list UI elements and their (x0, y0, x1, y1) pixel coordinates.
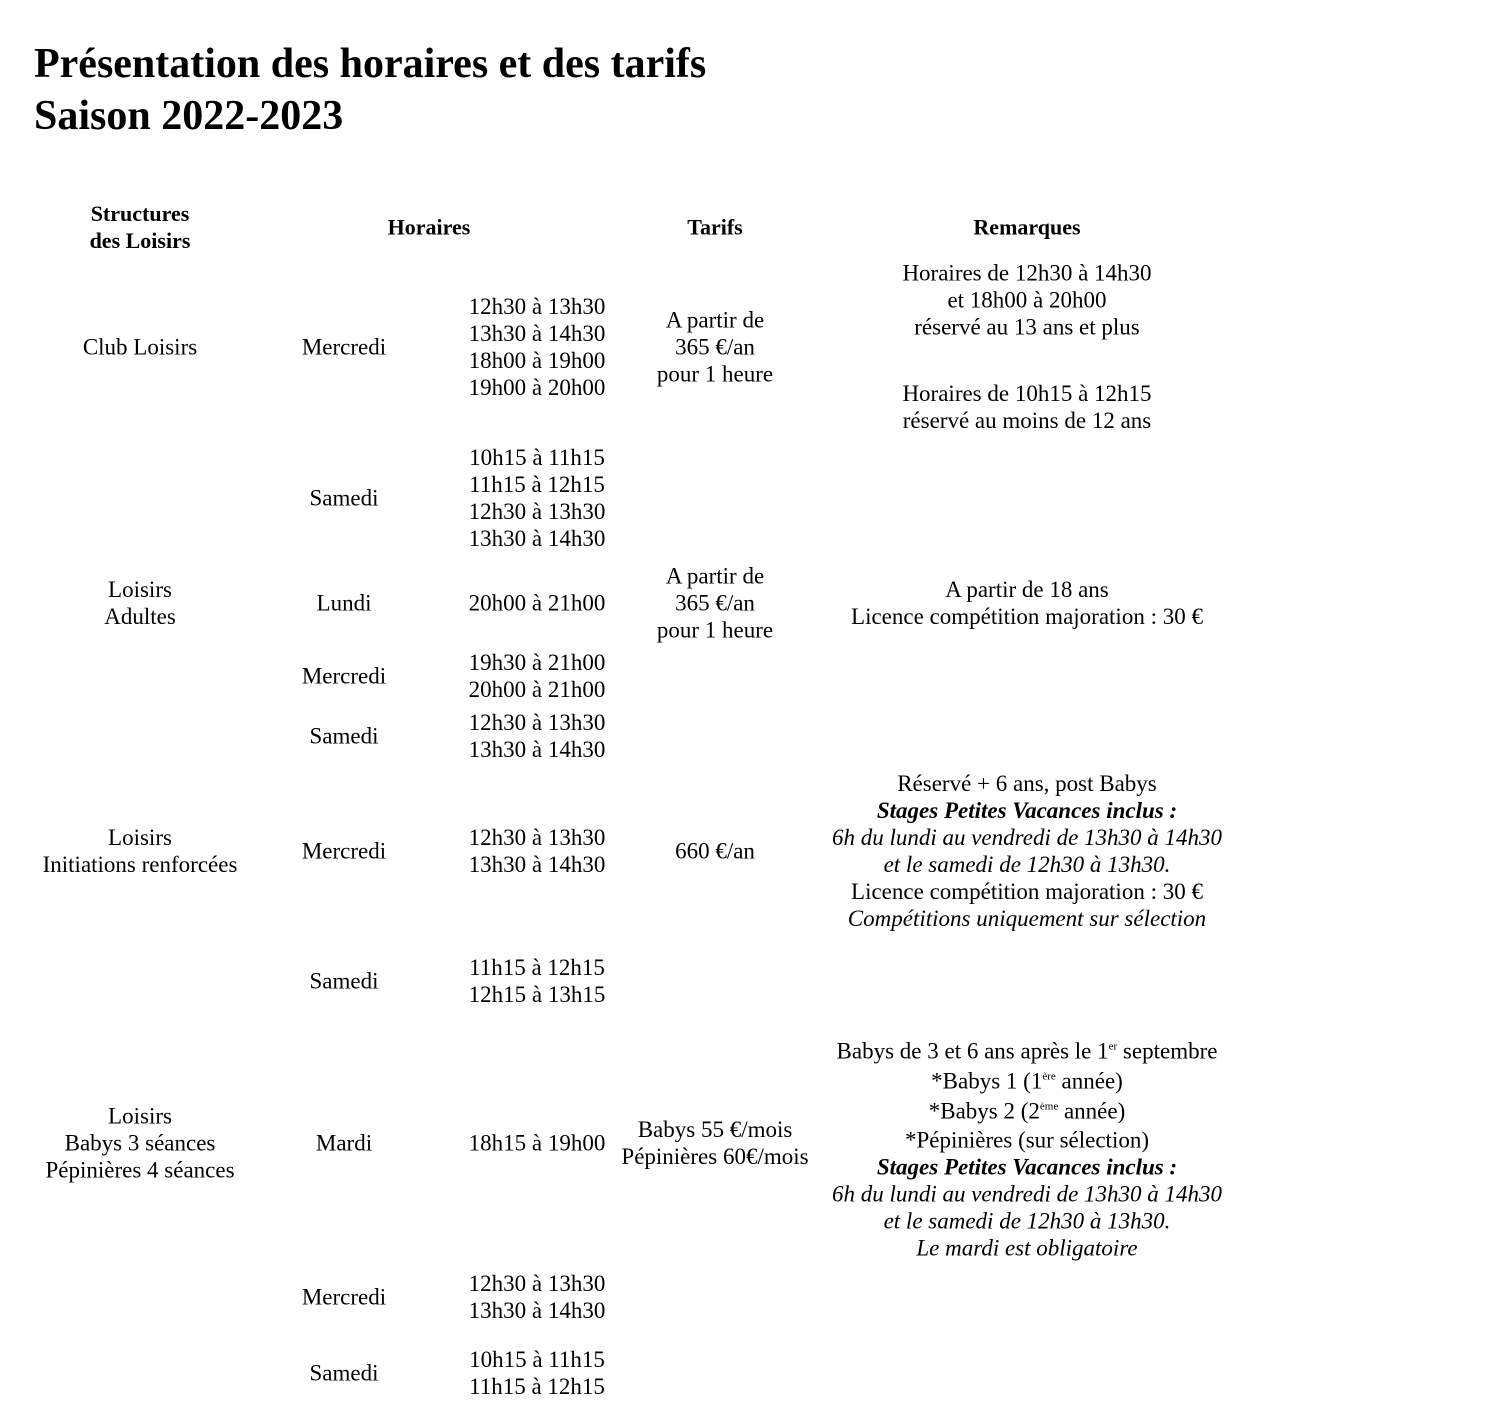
time-slot: 12h30 à 13h30 (468, 1271, 606, 1296)
time-slots (469, 590, 606, 617)
remarks-loisirs-adultes (851, 576, 1203, 630)
tarif-line: Pépinières 60€/mois (621, 1144, 809, 1169)
remark-line-italic: Compétitions uniquement sur sélection (847, 906, 1207, 931)
time-slots (469, 824, 606, 878)
time-slot: 13h30 à 14h30 (468, 852, 606, 877)
remark-line: Licence compétition majoration : 30 € (851, 879, 1203, 904)
day-lundi: Lundi (316, 590, 372, 616)
remark-line-italic: 6h du lundi au vendredi de 13h30 à 14h30 (831, 825, 1223, 850)
remark-text: Babys de 3 et 6 ans après le 1 (836, 1038, 1109, 1064)
time-slot: 19h30 à 21h00 (468, 650, 606, 675)
header-tarifs: Tarifs (687, 214, 743, 240)
day-samedi: Samedi (309, 723, 379, 749)
remark-line-italic: et le samedi de 12h30 à 13h30. (883, 852, 1171, 877)
remark-line: Horaires de 12h30 à 14h30 (902, 260, 1152, 286)
tarif-club-loisirs (657, 307, 773, 388)
header-structures-line2: des Loisirs (89, 228, 191, 253)
tarif-line: pour 1 heure (656, 617, 774, 643)
remark-line: et 18h00 à 20h00 (947, 287, 1107, 313)
header-horaires: Horaires (387, 214, 471, 240)
structure-line: Loisirs (108, 1103, 172, 1129)
superscript: ère (1042, 1070, 1056, 1083)
remarks-club-loisirs-2 (902, 380, 1151, 434)
tarif-line: Babys 55 €/mois (637, 1117, 793, 1142)
time-slot: 12h30 à 13h30 (468, 499, 606, 524)
time-slot: 11h15 à 12h15 (469, 1374, 605, 1399)
day-mardi: Mardi (315, 1130, 373, 1156)
superscript: er (1108, 1040, 1118, 1053)
remark-line: *Pépinières (sur sélection) (905, 1127, 1149, 1153)
time-slot: 13h30 à 14h30 (468, 1298, 606, 1323)
remark-line: réservé au moins de 12 ans (902, 408, 1152, 433)
remark-text: année) (1058, 1098, 1126, 1124)
structure-line: Pépinières 4 séances (45, 1157, 235, 1183)
time-slots (469, 444, 606, 552)
remark-text: septembre (1117, 1038, 1218, 1064)
tarif-initiations-renforcees: 660 €/an (675, 838, 755, 864)
remark-line: Horaires de 10h15 à 12h15 (902, 381, 1152, 406)
time-slots (469, 954, 606, 1008)
time-slot: 10h15 à 11h15 (469, 1347, 605, 1372)
time-slots (469, 1346, 605, 1400)
remark-line (832, 1067, 1222, 1097)
tarif-line: pour 1 heure (656, 361, 774, 387)
tarif-line: 365 €/an (675, 590, 755, 616)
header-remarques: Remarques (973, 214, 1081, 240)
tarif-line: A partir de (665, 563, 765, 589)
time-slot: 13h30 à 14h30 (468, 737, 606, 762)
day-samedi: Samedi (309, 485, 379, 511)
day-mercredi: Mercredi (301, 334, 387, 360)
structure-club-loisirs: Club Loisirs (82, 334, 198, 360)
remark-line-italic: 6h du lundi au vendredi de 13h30 à 14h30 (831, 1181, 1223, 1207)
remark-line (832, 1097, 1222, 1127)
time-slots (469, 709, 606, 763)
time-slot: 10h15 à 11h15 (469, 445, 605, 470)
structure-line: Babys 3 séances (64, 1130, 216, 1156)
day-mercredi: Mercredi (301, 838, 387, 864)
tarif-loisirs-adultes (657, 563, 773, 644)
day-samedi: Samedi (309, 968, 379, 994)
time-slot: 18h00 à 19h00 (468, 348, 606, 373)
structure-line: Loisirs (108, 825, 172, 850)
time-slot: 12h15 à 13h15 (468, 982, 606, 1007)
remark-line (832, 1037, 1222, 1067)
remark-line: Réservé + 6 ans, post Babys (897, 771, 1157, 796)
time-slot: 20h00 à 21h00 (468, 677, 606, 702)
day-mercredi: Mercredi (301, 1284, 387, 1310)
time-slots (469, 293, 606, 401)
page-title-line1: Présentation des horaires et des tarifs (34, 41, 707, 87)
remarks-initiations-renforcees (832, 770, 1222, 932)
day-mercredi: Mercredi (301, 663, 387, 689)
structure-loisirs-adultes (104, 576, 176, 630)
time-slots (469, 1130, 606, 1157)
page-title-line2: Saison 2022-2023 (34, 93, 344, 139)
remark-line-italic: et le samedi de 12h30 à 13h30. (883, 1208, 1171, 1234)
tarif-line: 365 €/an (675, 334, 755, 360)
remarks-babys-pepinieres (832, 1037, 1222, 1262)
remark-line-bold: Stages Petites Vacances inclus : (876, 798, 1178, 823)
header-structures-line1: Structures (90, 201, 190, 226)
time-slot: 13h30 à 14h30 (468, 321, 606, 346)
time-slot: 12h30 à 13h30 (468, 710, 606, 735)
structure-line: Adultes (104, 604, 176, 629)
remark-text: année) (1055, 1068, 1123, 1094)
time-slot: 19h00 à 20h00 (468, 375, 606, 400)
tarif-line: A partir de (665, 307, 765, 333)
time-slot: 20h00 à 21h00 (468, 590, 606, 616)
remark-line: A partir de 18 ans (945, 577, 1109, 602)
remark-line: réservé au 13 ans et plus (914, 314, 1140, 340)
superscript: ème (1039, 1100, 1059, 1113)
structure-initiations-renforcees (43, 824, 238, 878)
remark-text: *Babys 2 (2 (928, 1098, 1040, 1124)
tarif-babys-pepinieres (621, 1116, 808, 1170)
remark-line: Licence compétition majoration : 30 € (851, 604, 1203, 629)
remark-text: *Babys 1 (1 (931, 1068, 1043, 1094)
page-title (34, 38, 706, 142)
header-structures (90, 200, 191, 254)
structure-line: Initiations renforcées (42, 852, 238, 877)
day-samedi: Samedi (309, 1360, 379, 1386)
time-slot: 12h30 à 13h30 (468, 294, 606, 319)
time-slots (469, 649, 606, 703)
remark-line-italic: Le mardi est obligatoire (916, 1235, 1138, 1261)
time-slot: 11h15 à 12h15 (469, 955, 605, 980)
remark-line-bold: Stages Petites Vacances inclus : (876, 1154, 1178, 1180)
time-slot: 18h15 à 19h00 (468, 1130, 606, 1156)
time-slot: 12h30 à 13h30 (468, 825, 606, 850)
structure-babys-pepinieres (45, 1103, 234, 1184)
structure-line: Loisirs (108, 577, 172, 602)
time-slot: 13h30 à 14h30 (468, 526, 606, 551)
time-slots (469, 1270, 606, 1324)
remarks-club-loisirs-1 (902, 260, 1151, 341)
time-slot: 11h15 à 12h15 (469, 472, 605, 497)
